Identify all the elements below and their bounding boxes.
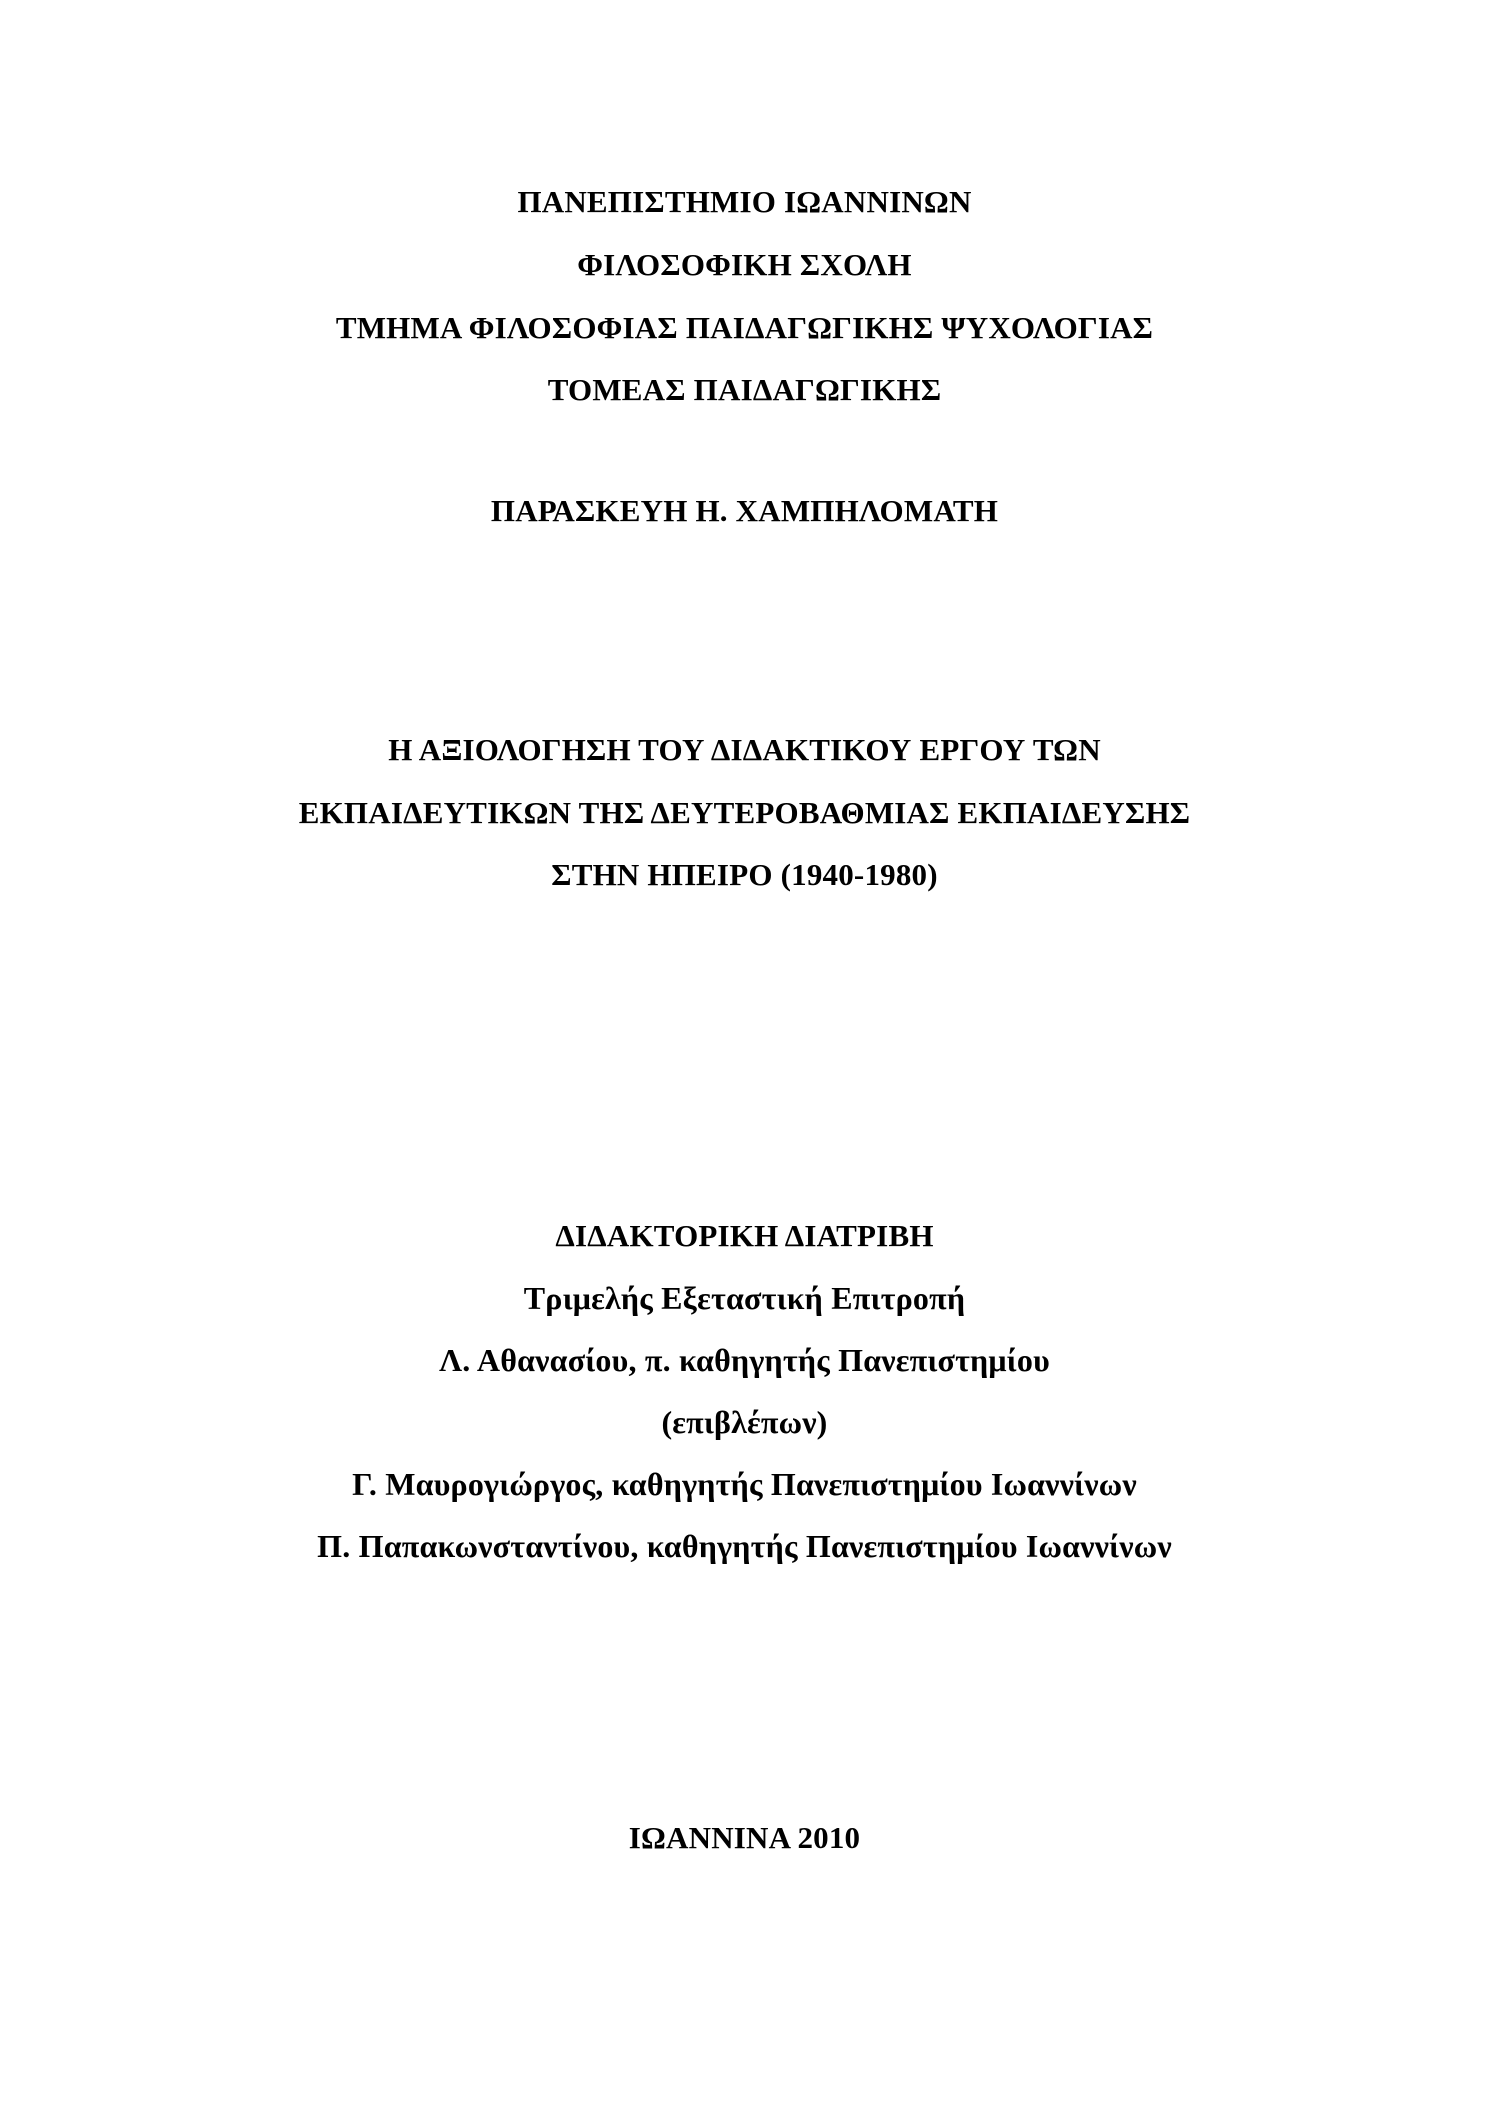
- committee-member-1: Λ. Αθανασίου, π. καθηγητής Πανεπιστημίου: [439, 1342, 1050, 1378]
- thesis-title-line-2: ΕΚΠΑΙΔΕΥΤΙΚΩΝ ΤΗΣ ΔΕΥΤΕΡΟΒΑΘΜΙΑΣ ΕΚΠΑΙΔΕΥΣΗΣ: [298, 795, 1191, 830]
- department-name: ΤΜΗΜΑ ΦΙΛΟΣΟΦΙΑΣ ΠΑΙΔΑΓΩΓΙΚΗΣ ΨΥΧΟΛΟΓΙΑΣ: [335, 310, 1154, 345]
- school-name: ΦΙΛΟΣΟΦΙΚΗ ΣΧΟΛΗ: [577, 247, 912, 282]
- committee-member-3: Π. Παπακωνσταντίνου, καθηγητής Πανεπιστημίου Ιωαννίνων: [317, 1528, 1172, 1564]
- committee-heading: Τριμελής Εξεταστική Επιτροπή: [523, 1280, 966, 1316]
- sector-name: ΤΟΜΕΑΣ ΠΑΙΔΑΓΩΓΙΚΗΣ: [547, 372, 942, 407]
- thesis-title-line-1: Η ΑΞΙΟΛΟΓΗΣΗ ΤΟΥ ΔΙΔΑΚΤΙΚΟΥ ΕΡΓΟΥ ΤΩΝ: [388, 732, 1101, 767]
- university-name: ΠΑΝΕΠΙΣΤΗΜΙΟ ΙΩΑΝΝΙΝΩΝ: [517, 184, 972, 219]
- thesis-title-line-3: ΣΤΗΝ ΗΠΕΙΡΟ (1940-1980): [551, 857, 938, 892]
- committee-member-2: Γ. Μαυρογιώργος, καθηγητής Πανεπιστημίου Ιωαννίνων: [352, 1466, 1137, 1502]
- committee-member-1-role: (επιβλέπων): [661, 1404, 828, 1440]
- author-name: ΠΑΡΑΣΚΕΥΗ Η. ΧΑΜΠΗΛΟΜΑΤΗ: [490, 493, 999, 528]
- place-and-year: ΙΩΑΝΝΙΝΑ 2010: [628, 1820, 861, 1855]
- thesis-type: ΔΙΔΑΚΤΟΡΙΚΗ ΔΙΑΤΡΙΒΗ: [555, 1218, 934, 1253]
